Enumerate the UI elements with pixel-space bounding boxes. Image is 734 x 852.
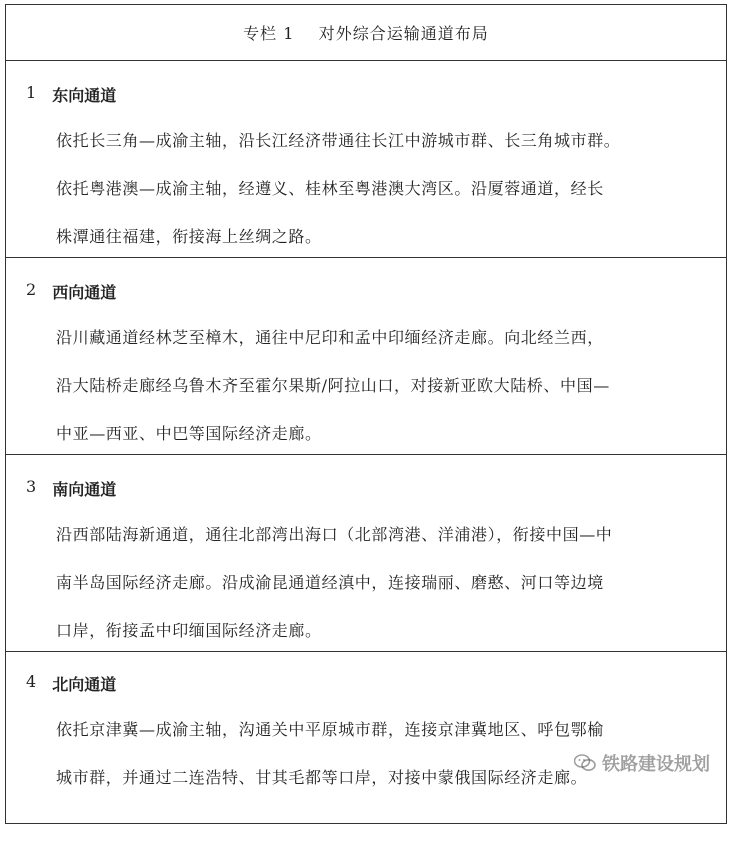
paragraph-line: 株潭通往福建，衔接海上丝绸之路。 — [56, 227, 322, 246]
paragraph-line: 沿川藏通道经林芝至樟木，通往中尼印和孟中印缅经济走廊。向北经兰西， — [56, 328, 604, 347]
section-number: 4 — [26, 672, 37, 691]
section-south — [6, 455, 726, 652]
section-heading — [26, 477, 116, 500]
section-title: 南向通道 — [52, 480, 117, 499]
section-paragraph — [56, 314, 718, 458]
section-number: 1 — [26, 83, 37, 102]
paragraph-line: 中亚—西亚、中巴等国际经济走廊。 — [56, 424, 322, 443]
section-paragraph — [56, 511, 718, 655]
column-title-text: 对外综合运输通道布局 — [318, 24, 489, 43]
section-east — [6, 61, 726, 258]
column-table — [5, 4, 727, 824]
section-number: 2 — [26, 280, 37, 299]
section-title: 东向通道 — [52, 86, 117, 105]
paragraph-line: 沿西部陆海新通道，通往北部湾出海口（北部湾港、洋浦港），衔接中国—中 — [56, 525, 613, 544]
paragraph-line: 依托长三角—成渝主轴，沿长江经济带通往长江中游城市群、长三角城市群。 — [56, 131, 621, 150]
column-label: 专栏 1 — [243, 24, 295, 43]
section-west — [6, 258, 726, 455]
paragraph-line: 口岸，衔接孟中印缅国际经济走廊。 — [56, 621, 322, 640]
section-heading — [26, 83, 116, 106]
paragraph-line: 南半岛国际经济走廊。沿成渝昆通道经滇中，连接瑞丽、磨憨、河口等边境 — [56, 573, 604, 592]
section-paragraph — [56, 117, 718, 261]
section-heading — [26, 280, 116, 303]
paragraph-line: 沿大陆桥走廊经乌鲁木齐至霍尔果斯/阿拉山口，对接新亚欧大陆桥、中国— — [56, 376, 610, 395]
wechat-icon — [574, 754, 596, 772]
section-heading — [26, 672, 116, 695]
paragraph-line: 依托粤港澳—成渝主轴，经遵义、桂林至粤港澳大湾区。沿厦蓉通道，经长 — [56, 179, 604, 198]
section-title: 北向通道 — [52, 675, 117, 694]
section-title: 西向通道 — [52, 283, 117, 302]
watermark — [574, 750, 710, 776]
paragraph-line: 城市群，并通过二连浩特、甘其毛都等口岸，对接中蒙俄国际经济走廊。 — [56, 768, 588, 787]
paragraph-line: 依托京津冀—成渝主轴，沟通关中平原城市群，连接京津冀地区、呼包鄂榆 — [56, 720, 604, 739]
column-title — [6, 5, 726, 61]
section-number: 3 — [26, 477, 37, 496]
watermark-text: 铁路建设规划 — [602, 754, 710, 775]
